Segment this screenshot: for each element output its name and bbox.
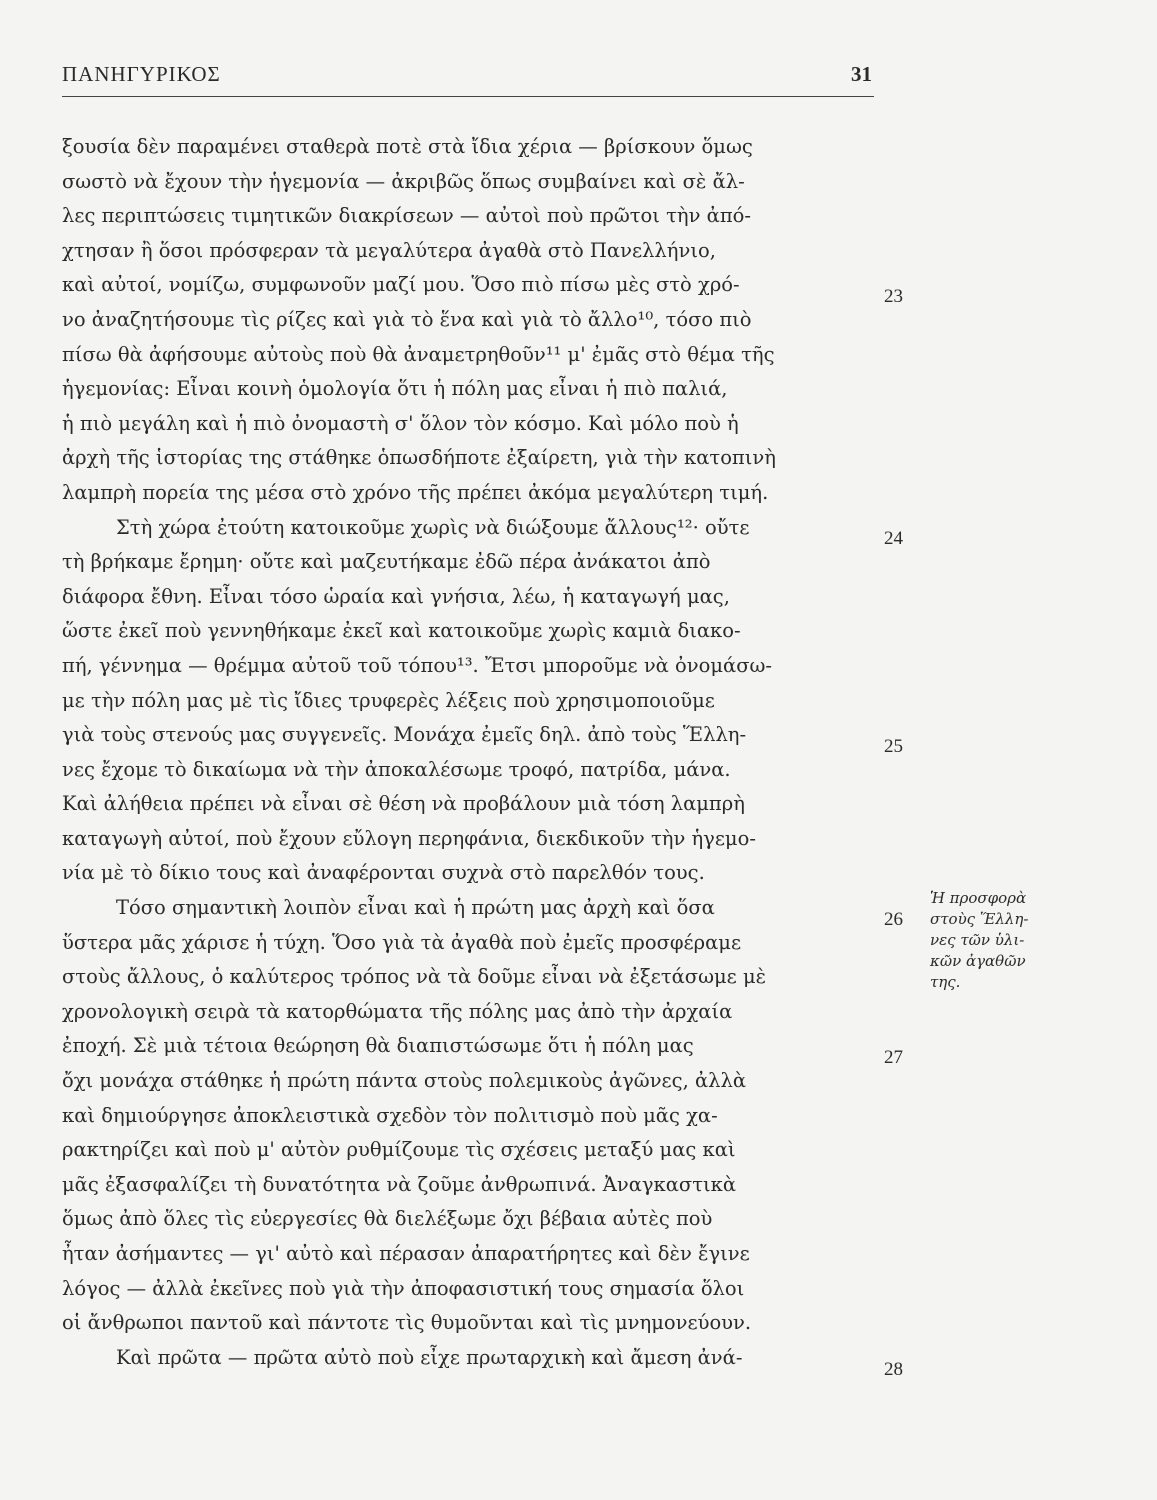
text-line: τὴ βρήκαμε ἔρημη· οὔτε καὶ μαζευτήκαμε ἐδῶ πέρα ἀνάκατοι ἀπὸ <box>62 550 711 574</box>
section-number: 26 <box>884 909 903 930</box>
margin-note-line: της. <box>930 973 961 991</box>
paragraph-start-line: Καὶ πρῶτα — πρῶτα αὐτὸ ποὺ εἶχε πρωταρχικὴ καὶ ἄμεση ἀνά- <box>116 1345 743 1369</box>
section-number: 28 <box>884 1359 903 1380</box>
text-line: πή, γέννημα — θρέμμα αὐτοῦ τοῦ τόπου¹³. Ἔτσι μποροῦμε νὰ ὀνομάσω- <box>62 653 773 677</box>
paragraph-start-line: Στὴ χώρα ἐτούτη κατοικοῦμε χωρὶς νὰ διώξουμε ἄλλους¹²· οὔτε <box>116 515 750 539</box>
running-title: ΠΑΝΗΓΥΡΙΚΟΣ <box>62 62 221 86</box>
text-line: σωστὸ νὰ ἔχουν τὴν ἡγεμονία — ἀκριβῶς ὅπως συμβαίνει καὶ σὲ ἄλ- <box>62 169 745 193</box>
section-number: 27 <box>884 1047 903 1068</box>
text-line: χτησαν ἢ ὅσοι πρόσφεραν τὰ μεγαλύτερα ἀγαθὰ στὸ Πανελλήνιο, <box>62 238 716 262</box>
margin-note-line: στοὺς Ἕλλη- <box>930 910 1029 928</box>
text-line: στοὺς ἄλλους, ὁ καλύτερος τρόπος νὰ τὰ δοῦμε εἶναι νὰ ἐξετάσωμε μὲ <box>62 965 767 989</box>
margin-note-line: νες τῶν ὑλι- <box>930 931 1025 949</box>
text-line: μᾶς ἐξασφαλίζει τὴ δυνατότητα νὰ ζοῦμε ἀνθρωπινά. Ἀναγκαστικὰ <box>62 1172 737 1196</box>
text-line: καταγωγὴ αὐτοί, ποὺ ἔχουν εὔλογη περηφάνια, διεκδικοῦν τὴν ἡγεμο- <box>62 826 756 850</box>
text-line: ἀρχὴ τῆς ἱστορίας της στάθηκε ὁπωσδήποτε ἐξαίρετη, γιὰ τὴν κατοπινὴ <box>62 446 776 470</box>
text-line: ἡγεμονίας: Εἶναι κοινὴ ὁμολογία ὅτι ἡ πόλη μας εἶναι ἡ πιὸ παλιά, <box>62 377 728 401</box>
text-line: λαμπρὴ πορεία της μέσα στὸ χρόνο τῆς πρέπει ἀκόμα μεγαλύτερη τιμή. <box>62 480 769 504</box>
section-number: 24 <box>884 528 903 549</box>
page-header <box>62 62 874 97</box>
section-number: 25 <box>884 736 903 757</box>
text-line: καὶ δημιούργησε ἀποκλειστικὰ σχεδὸν τὸν πολιτισμὸ ποὺ μᾶς χα- <box>62 1103 718 1127</box>
text-line: λόγος — ἀλλὰ ἐκεῖνες ποὺ γιὰ τὴν ἀποφασιστική τους σημασία ὅλοι <box>62 1276 745 1300</box>
text-line: νία μὲ τὸ δίκιο τους καὶ ἀναφέρονται συχνὰ στὸ παρελθόν τους. <box>62 861 705 885</box>
margin-note-line: Ἡ προσφορὰ <box>930 889 1027 907</box>
text-line: ἦταν ἀσήμαντες — γι' αὐτὸ καὶ πέρασαν ἀπαρατήρητες καὶ δὲν ἔγινε <box>62 1242 750 1265</box>
text-line: ξουσία δὲν παραμένει σταθερὰ ποτὲ στὰ ἴδια χέρια — βρίσκουν ὅμως <box>62 135 753 158</box>
text-line: Καὶ ἀλήθεια πρέπει νὰ εἶναι σὲ θέση νὰ προβάλουν μιὰ τόση λαμπρὴ <box>62 792 745 816</box>
margin-note-line: κῶν ἀγαθῶν <box>930 952 1026 970</box>
text-line: καὶ αὐτοί, νομίζω, συμφωνοῦν μαζί μου. Ὅσο πιὸ πίσω μὲς στὸ χρό- <box>62 273 740 297</box>
text-line: νες ἔχομε τὸ δικαίωμα νὰ τὴν ἀποκαλέσωμε τροφό, πατρίδα, μάνα. <box>62 757 731 781</box>
text-line: ὕστερα μᾶς χάρισε ἡ τύχη. Ὅσο γιὰ τὰ ἀγαθὰ ποὺ ἐμεῖς προσφέραμε <box>62 930 742 954</box>
margin-note <box>930 888 1060 993</box>
text-line: πίσω θὰ ἀφήσουμε αὐτοὺς ποὺ θὰ ἀναμετρηθοῦν¹¹ μ' ἐμᾶς στὸ θέμα τῆς <box>62 342 775 366</box>
text-line: νο ἀναζητήσουμε τὶς ρίζες καὶ γιὰ τὸ ἕνα καὶ γιὰ τὸ ἄλλο¹⁰, τόσο πιὸ <box>62 307 752 331</box>
section-number: 23 <box>884 286 903 307</box>
body-text <box>62 130 874 1375</box>
text-line: ὅμως ἀπὸ ὅλες τὶς εὐεργεσίες θὰ διελέξωμε ὄχι βέβαια αὐτὲς ποὺ <box>62 1207 713 1231</box>
text-line: ἡ πιὸ μεγάλη καὶ ἡ πιὸ ὀνομαστὴ σ' ὅλον τὸν κόσμο. Καὶ μόλο ποὺ ἡ <box>62 411 739 435</box>
text-line: διάφορα ἔθνη. Εἶναι τόσο ὡραία καὶ γνήσια, λέω, ἡ καταγωγή μας, <box>62 584 730 608</box>
page-number: 31 <box>851 62 872 86</box>
text-line: ὥστε ἐκεῖ ποὺ γεννηθήκαμε ἐκεῖ καὶ κατοικοῦμε χωρὶς καμιὰ διακο- <box>62 619 741 643</box>
paragraph-start-line: Τόσο σημαντικὴ λοιπὸν εἶναι καὶ ἡ πρώτη μας ἀρχὴ καὶ ὅσα <box>116 896 715 920</box>
text-line: λες περιπτώσεις τιμητικῶν διακρίσεων — αὐτοὶ ποὺ πρῶτοι τὴν ἀπό- <box>62 204 751 228</box>
text-line: ρακτηρίζει καὶ ποὺ μ' αὐτὸν ρυθμίζουμε τὶς σχέσεις μεταξύ μας καὶ <box>62 1138 736 1162</box>
text-line: γιὰ τοὺς στενούς μας συγγενεῖς. Μονάχα ἐμεῖς δηλ. ἀπὸ τοὺς Ἕλλη- <box>62 723 747 747</box>
text-line: ἐποχή. Σὲ μιὰ τέτοια θεώρηση θὰ διαπιστώσωμε ὅτι ἡ πόλη μας <box>62 1034 694 1058</box>
text-line: χρονολογικὴ σειρὰ τὰ κατορθώματα τῆς πόλης μας ἀπὸ τὴν ἀρχαία <box>62 999 733 1023</box>
text-line: ὄχι μονάχα στάθηκε ἡ πρώτη πάντα στοὺς πολεμικοὺς ἀγῶνες, ἀλλὰ <box>62 1069 747 1093</box>
text-line: οἱ ἄνθρωποι παντοῦ καὶ πάντοτε τὶς θυμοῦνται καὶ τὶς μνημονεύουν. <box>62 1311 752 1335</box>
text-line: με τὴν πόλη μας μὲ τὶς ἴδιες τρυφερὲς λέξεις ποὺ χρησιμοποιοῦμε <box>62 688 715 712</box>
